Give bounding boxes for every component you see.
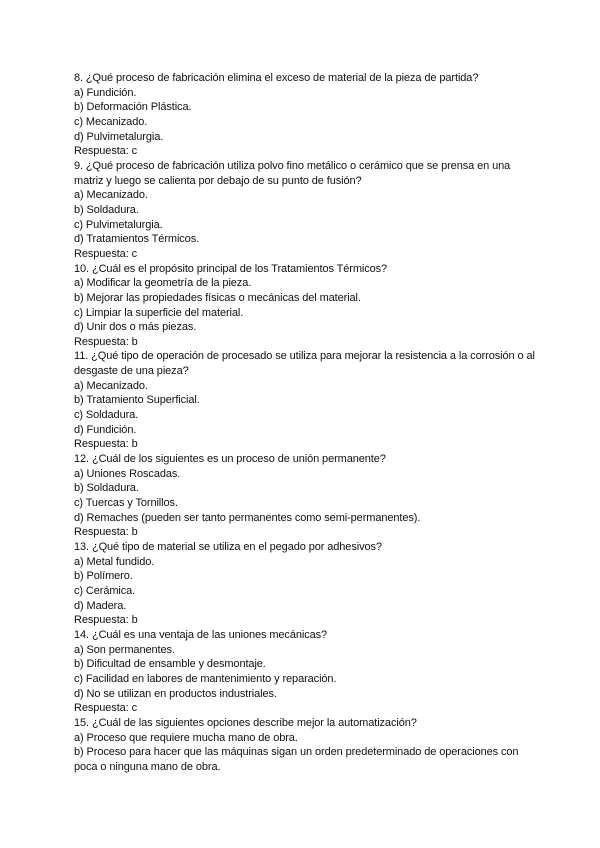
question-14-option-a: a) Son permanentes. [74,643,175,656]
question-8: 8. ¿Qué proceso de fabricación elimina el exceso de material de la pieza de partida? [74,72,479,84]
question-11-answer: Respuesta: b [74,438,138,451]
question-14: 14. ¿Cuál es una ventaja de las uniones mecánicas? [74,628,328,641]
question-8-option-d: d) Pulvimetalurgia. [74,130,164,143]
question-13-option-d: d) Madera. [74,599,127,612]
question-14-option-b: b) Dificultad de ensamble y desmontaje. [74,658,266,671]
question-13-option-a: a) Metal fundido. [74,555,155,568]
question-15: 15. ¿Cuál de las siguientes opciones describe mejor la automatización? [74,716,417,729]
question-8-answer: Respuesta: c [74,145,138,158]
question-14-answer: Respuesta: c [74,702,138,715]
question-11-option-b: b) Tratamiento Superficial. [74,394,200,407]
question-8-option-c: c) Mecanizado. [74,115,148,128]
question-9-answer: Respuesta: c [74,247,138,260]
question-9-option-d: d) Tratamientos Térmicos. [74,233,200,246]
question-10-option-a: a) Modificar la geometría de la pieza. [74,277,252,290]
question-9-option-b: b) Soldadura. [74,203,139,216]
question-11-option-d: d) Fundición. [74,423,137,436]
question-13: 13. ¿Qué tipo de material se utiliza en el pegado por adhesivos? [74,541,382,553]
question-12-option-c: c) Tuercas y Tornillos. [74,497,178,510]
question-10-option-c: c) Limpiar la superficie del material. [74,306,244,319]
question-11: 11. ¿Qué tipo de operación de procesado se utiliza para mejorar la resistencia a la corrosión o al desgaste de una pieza? [74,350,535,378]
question-11-option-c: c) Soldadura. [74,409,139,422]
question-9-option-a: a) Mecanizado. [74,189,148,202]
question-12-option-b: b) Soldadura. [74,482,139,495]
question-12-answer: Respuesta: b [74,526,138,539]
question-12-option-d: d) Remaches (pueden ser tanto permanentes como semi-permanentes). [74,511,421,524]
question-10-answer: Respuesta: b [74,335,138,348]
question-10-option-d: d) Unir dos o más piezas. [74,321,197,334]
question-12: 12. ¿Cuál de los siguientes es un proceso de unión permanente? [74,453,386,466]
question-9-option-c: c) Pulvimetalurgia. [74,218,163,231]
question-15-option-a: a) Proceso que requiere mucha mano de obra. [74,731,298,744]
question-8-option-a: a) Fundición. [74,86,137,99]
question-15-option-b: b) Proceso para hacer que las máquinas sigan un orden predeterminado de operaciones con poca o ninguna mano de obra. [74,746,519,773]
question-11-option-a: a) Mecanizado. [74,379,148,392]
question-14-option-d: d) No se utilizan en productos industriales. [74,687,277,700]
question-12-option-a: a) Uniones Roscadas. [74,467,181,480]
question-10-option-b: b) Mejorar las propiedades físicas o mecánicas del material. [74,291,361,304]
question-9: 9. ¿Qué proceso de fabricación utiliza polvo fino metálico o cerámico que se prensa en una matriz y luego se calienta por debajo de su punto de fusión? [74,159,511,187]
question-8-option-b: b) Deformación Plástica. [74,101,192,114]
question-14-option-c: c) Facilidad en labores de mantenimiento y reparación. [74,672,337,685]
question-13-option-c: c) Cerámica. [74,584,136,597]
question-13-answer: Respuesta: b [74,614,138,627]
question-10: 10. ¿Cuál es el propósito principal de los Tratamientos Térmicos? [74,262,388,275]
question-13-option-b: b) Polímero. [74,570,133,583]
